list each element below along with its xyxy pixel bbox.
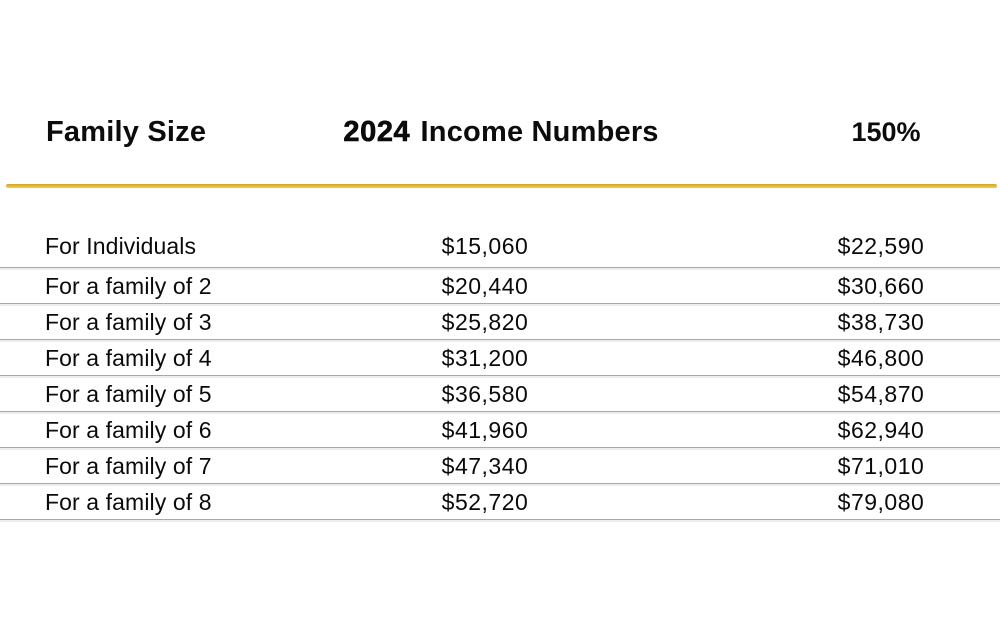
header-year-2024: 2024 <box>343 116 411 148</box>
pct-150-cell: $71,010 <box>837 453 925 479</box>
family-size-cell: For a family of 5 <box>45 381 212 407</box>
table-row <box>0 340 1000 376</box>
family-size-cell: For a family of 7 <box>45 453 212 479</box>
family-size-cell: For a family of 2 <box>45 273 212 299</box>
table-row <box>0 186 1000 268</box>
income-2024-cell: $52,720 <box>441 489 529 515</box>
pct-150-cell: $30,660 <box>837 273 925 299</box>
income-2024-cell: $31,200 <box>441 345 529 371</box>
table-row <box>0 484 1000 520</box>
income-2024-cell: $36,580 <box>441 381 529 407</box>
income-2024-cell: $41,960 <box>441 417 529 443</box>
family-size-cell: For a family of 4 <box>45 345 212 371</box>
header-2024-income-numbers <box>330 116 672 149</box>
income-2024-cell: $47,340 <box>441 453 529 479</box>
pct-150-cell: $54,870 <box>837 381 925 407</box>
family-size-cell: For a family of 6 <box>45 417 212 443</box>
family-size-cell: For Individuals <box>45 232 197 259</box>
header-150-percent: 150% <box>851 117 921 147</box>
header-income-numbers-text: Income Numbers <box>420 116 659 148</box>
table-row <box>0 268 1000 304</box>
table-header-row <box>0 116 1000 149</box>
family-size-cell: For a family of 8 <box>45 489 212 515</box>
pct-150-cell: $22,590 <box>837 232 925 259</box>
table-row <box>0 304 1000 340</box>
pct-150-cell: $79,080 <box>837 489 925 515</box>
table-row <box>0 376 1000 412</box>
income-2024-cell: $25,820 <box>441 309 529 335</box>
income-2024-cell: $20,440 <box>441 273 529 299</box>
income-2024-cell: $15,060 <box>441 232 529 259</box>
family-size-cell: For a family of 3 <box>45 309 212 335</box>
pct-150-cell: $38,730 <box>837 309 925 335</box>
pct-150-cell: $62,940 <box>837 417 925 443</box>
pct-150-cell: $46,800 <box>837 345 925 371</box>
table-row <box>0 448 1000 484</box>
header-family-size: Family Size <box>46 116 207 148</box>
table-row <box>0 412 1000 448</box>
table-body <box>0 186 1000 520</box>
